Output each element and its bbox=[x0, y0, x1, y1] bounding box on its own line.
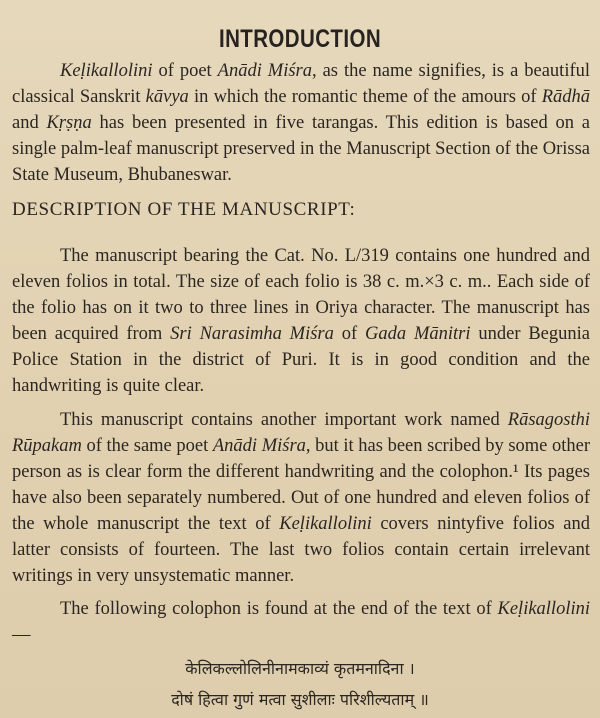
text-fragment: — bbox=[12, 625, 31, 645]
colophon-verse-line-2: दोषं हित्वा गुणं मत्वा सुशीलाः परिशील्यताम् ॥ bbox=[171, 690, 429, 709]
text-fragment: , as the name signifies, is a beautiful classical Sanskrit bbox=[12, 61, 591, 107]
paragraph-3 bbox=[12, 407, 590, 589]
text-fragment: The following colophon is found at the end of the text of bbox=[60, 599, 498, 619]
paragraph-2 bbox=[12, 243, 590, 399]
italic-term: Kṛṣṇa bbox=[46, 113, 92, 133]
colophon-verse-line-1: केलिकल्लोलिनीनामकाव्यं कृतमनादिना । bbox=[185, 659, 415, 678]
italic-term: Rāsagosthi Rūpakam bbox=[12, 410, 590, 456]
italic-term: Gada Mānitri bbox=[365, 324, 471, 344]
text-fragment: covers nintyfive folios and latter consists of fourteen. The last two folios contain certain irrelevant writings in very unsystematic manner. bbox=[12, 514, 590, 586]
italic-term: Rādhā bbox=[541, 87, 590, 107]
text-fragment: of the same poet bbox=[81, 436, 213, 456]
text-fragment: of bbox=[333, 324, 366, 344]
text-fragment: and bbox=[12, 113, 47, 133]
paragraph-1 bbox=[12, 58, 590, 188]
italic-term: Keḷikallolini bbox=[497, 599, 590, 619]
text-fragment: under Begunia Police Station in the district of Puri. It is in good condition and the handwriting is quite clear. bbox=[12, 324, 590, 396]
page-title: INTRODUCTION bbox=[218, 24, 382, 53]
paragraph-4 bbox=[12, 596, 590, 648]
text-fragment: This manuscript contains another important work named bbox=[60, 410, 508, 430]
italic-term: Anādi Miśra bbox=[217, 61, 312, 81]
italic-term: kāvya bbox=[145, 87, 189, 107]
text-fragment: in which the romantic theme of the amours of bbox=[188, 87, 542, 107]
section-heading: DESCRIPTION OF THE MANUSCRIPT: bbox=[12, 199, 356, 220]
italic-term: Keḷikallolini bbox=[60, 61, 153, 81]
text-fragment: of poet bbox=[152, 61, 218, 81]
italic-term: Anādi Miśra bbox=[212, 436, 306, 456]
text-fragment: , but it has been scribed by some other person as is clear form the different handwriting and the colophon.¹ Its pages have also been separately numbered. Out of one hundred and eleven folios of the whole manuscript the text of bbox=[12, 436, 591, 534]
italic-term: Sri Narasimha Miśra bbox=[170, 324, 334, 344]
italic-term: Keḷikallolini bbox=[279, 514, 372, 534]
text-fragment: has been presented in five tarangas. This edition is based on a single palm-leaf manuscript preserved in the Manuscript Section of the Orissa State Museum, Bhubaneswar. bbox=[12, 113, 590, 185]
text-fragment: The manuscript bearing the Cat. No. L/319 contains one hundred and eleven folios in total. The size of each folio is 38 c. m.×3 c. m.. Each side of the folio has on it two to three lines in Oriya character. The manuscript has been acquired from bbox=[12, 246, 590, 344]
